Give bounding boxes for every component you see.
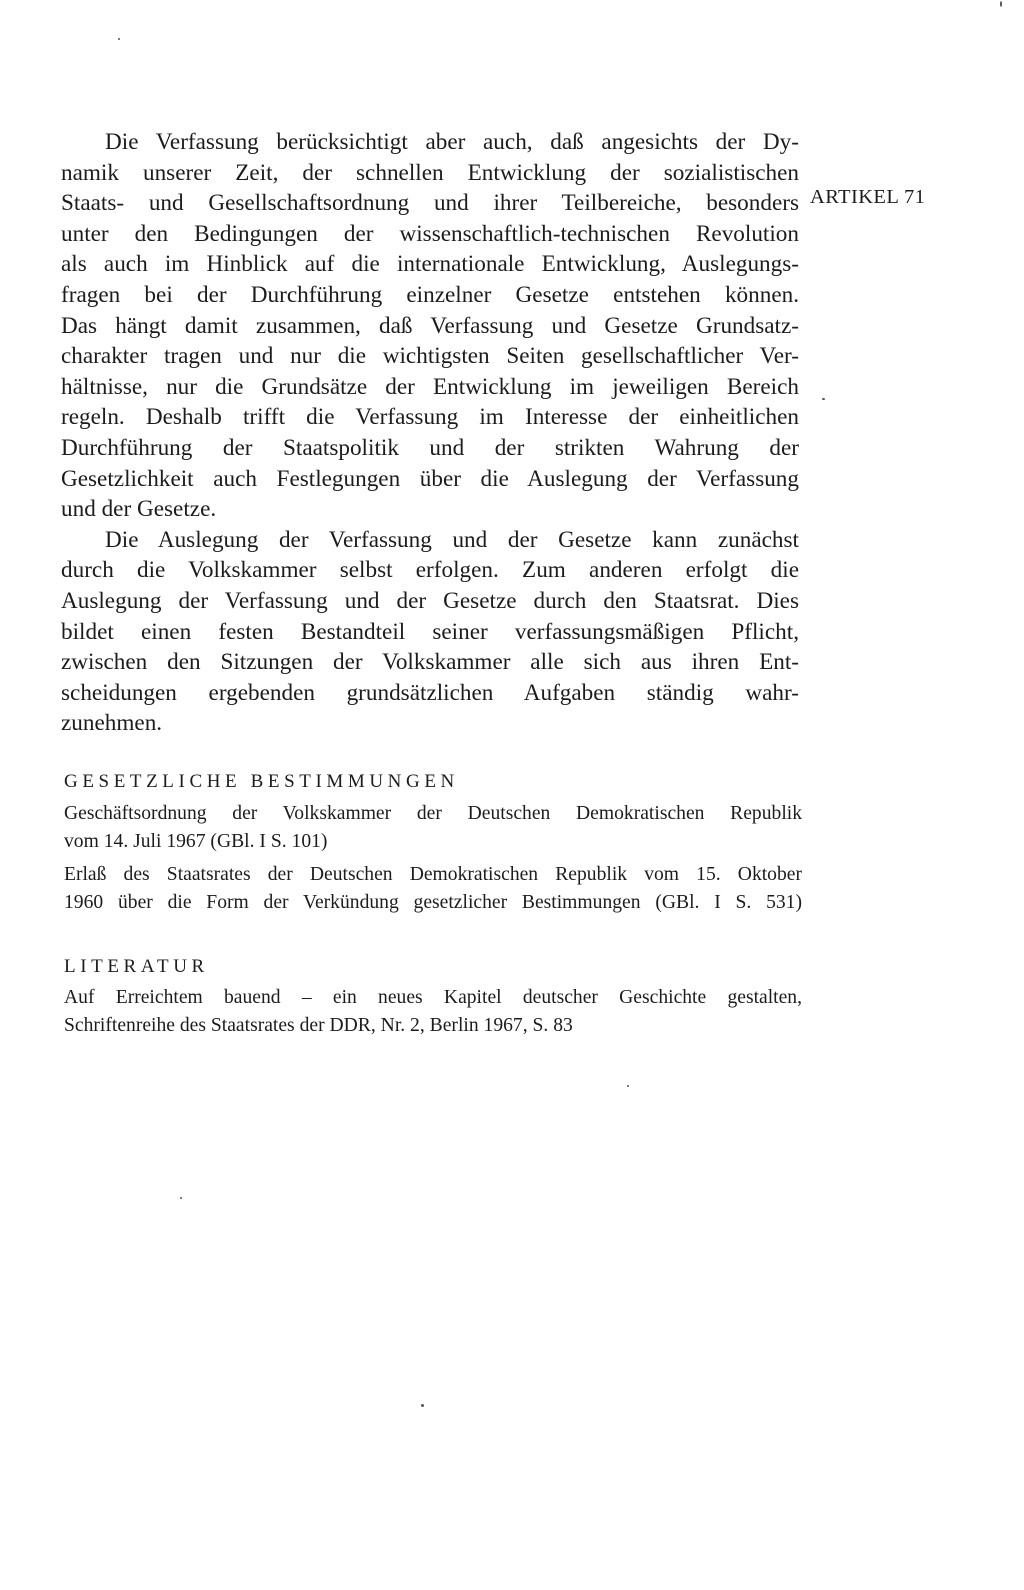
text-line: regeln. Deshalb trifft die Verfassung im Interesse der einheitlichen [61, 404, 799, 431]
legal-provision-entry [64, 800, 802, 855]
literature-heading: LITERATUR [64, 956, 209, 977]
text-line: unter den Bedingungen der wissenschaftlich-technischen Revolution [61, 220, 799, 247]
text-line: scheidungen ergebenden grundsätzlichen Aufgaben ständig wahr- [61, 679, 799, 706]
text-line: zunehmen. [61, 710, 163, 737]
text-line: Die Auslegung der Verfassung und der Gesetze kann zunächst [105, 526, 799, 553]
legal-provision-entry [64, 861, 802, 916]
article-label: ARTIKEL 71 [810, 186, 926, 208]
legal-provisions-heading: GESETZLICHE BESTIMMUNGEN [64, 771, 459, 792]
text-line: Durchführung der Staatspolitik und der strikten Wahrung der [61, 434, 799, 461]
reference-line: Schriftenreihe des Staatsrates der DDR, Nr. 2, Berlin 1967, S. 83 [64, 1014, 573, 1036]
text-line: bildet einen festen Bestandteil seiner verfassungsmäßigen Pflicht, [61, 618, 799, 645]
reference-line: Auf Erreichtem bauend – ein neues Kapitel deutscher Geschichte gestalten, [64, 987, 802, 1008]
literature-entry [64, 984, 802, 1039]
text-line: zwischen den Sitzungen der Volkskammer alle sich aus ihren Ent- [61, 649, 799, 676]
scan-speck [627, 1085, 629, 1087]
scan-speck [118, 38, 120, 40]
reference-line: vom 14. Juli 1967 (GBl. I S. 101) [64, 830, 328, 852]
reference-line: Geschäftsordnung der Volkskammer der Deutschen Demokratischen Republik [64, 803, 802, 824]
main-text [61, 127, 799, 739]
text-line: charakter tragen und nur die wichtigsten Seiten gesellschaftlicher Ver- [61, 343, 799, 370]
text-line: hältnisse, nur die Grundsätze der Entwicklung im jeweiligen Bereich [61, 373, 799, 400]
text-line: Gesetzlichkeit auch Festlegungen über die Auslegung der Verfassung [61, 465, 799, 492]
text-line: und der Gesetze. [61, 496, 217, 523]
scan-speck [180, 1197, 182, 1199]
reference-line: 1960 über die Form der Verkündung gesetzlicher Bestimmungen (GBl. I S. 531) [64, 891, 802, 913]
scan-speck [822, 398, 825, 400]
scan-speck [1000, 1, 1002, 7]
text-line: Die Verfassung berücksichtigt aber auch, daß angesichts der Dy- [105, 129, 799, 155]
text-line: Auslegung der Verfassung und der Gesetze durch den Staatsrat. Dies [61, 587, 799, 614]
text-line: namik unserer Zeit, der schnellen Entwicklung der sozialistischen [61, 159, 799, 186]
text-line: Staats- und Gesellschaftsordnung und ihrer Teilbereiche, besonders [61, 190, 799, 217]
scan-speck [421, 1404, 424, 1407]
reference-line: Erlaß des Staatsrates der Deutschen Demokratischen Republik vom 15. Oktober [64, 864, 802, 885]
text-line: Das hängt damit zusammen, daß Verfassung und Gesetze Grundsatz- [61, 312, 799, 339]
text-line: fragen bei der Durchführung einzelner Gesetze entstehen können. [61, 281, 799, 308]
text-line: als auch im Hinblick auf die internationale Entwicklung, Auslegungs- [61, 251, 799, 278]
text-line: durch die Volkskammer selbst erfolgen. Zum anderen erfolgt die [61, 557, 799, 584]
